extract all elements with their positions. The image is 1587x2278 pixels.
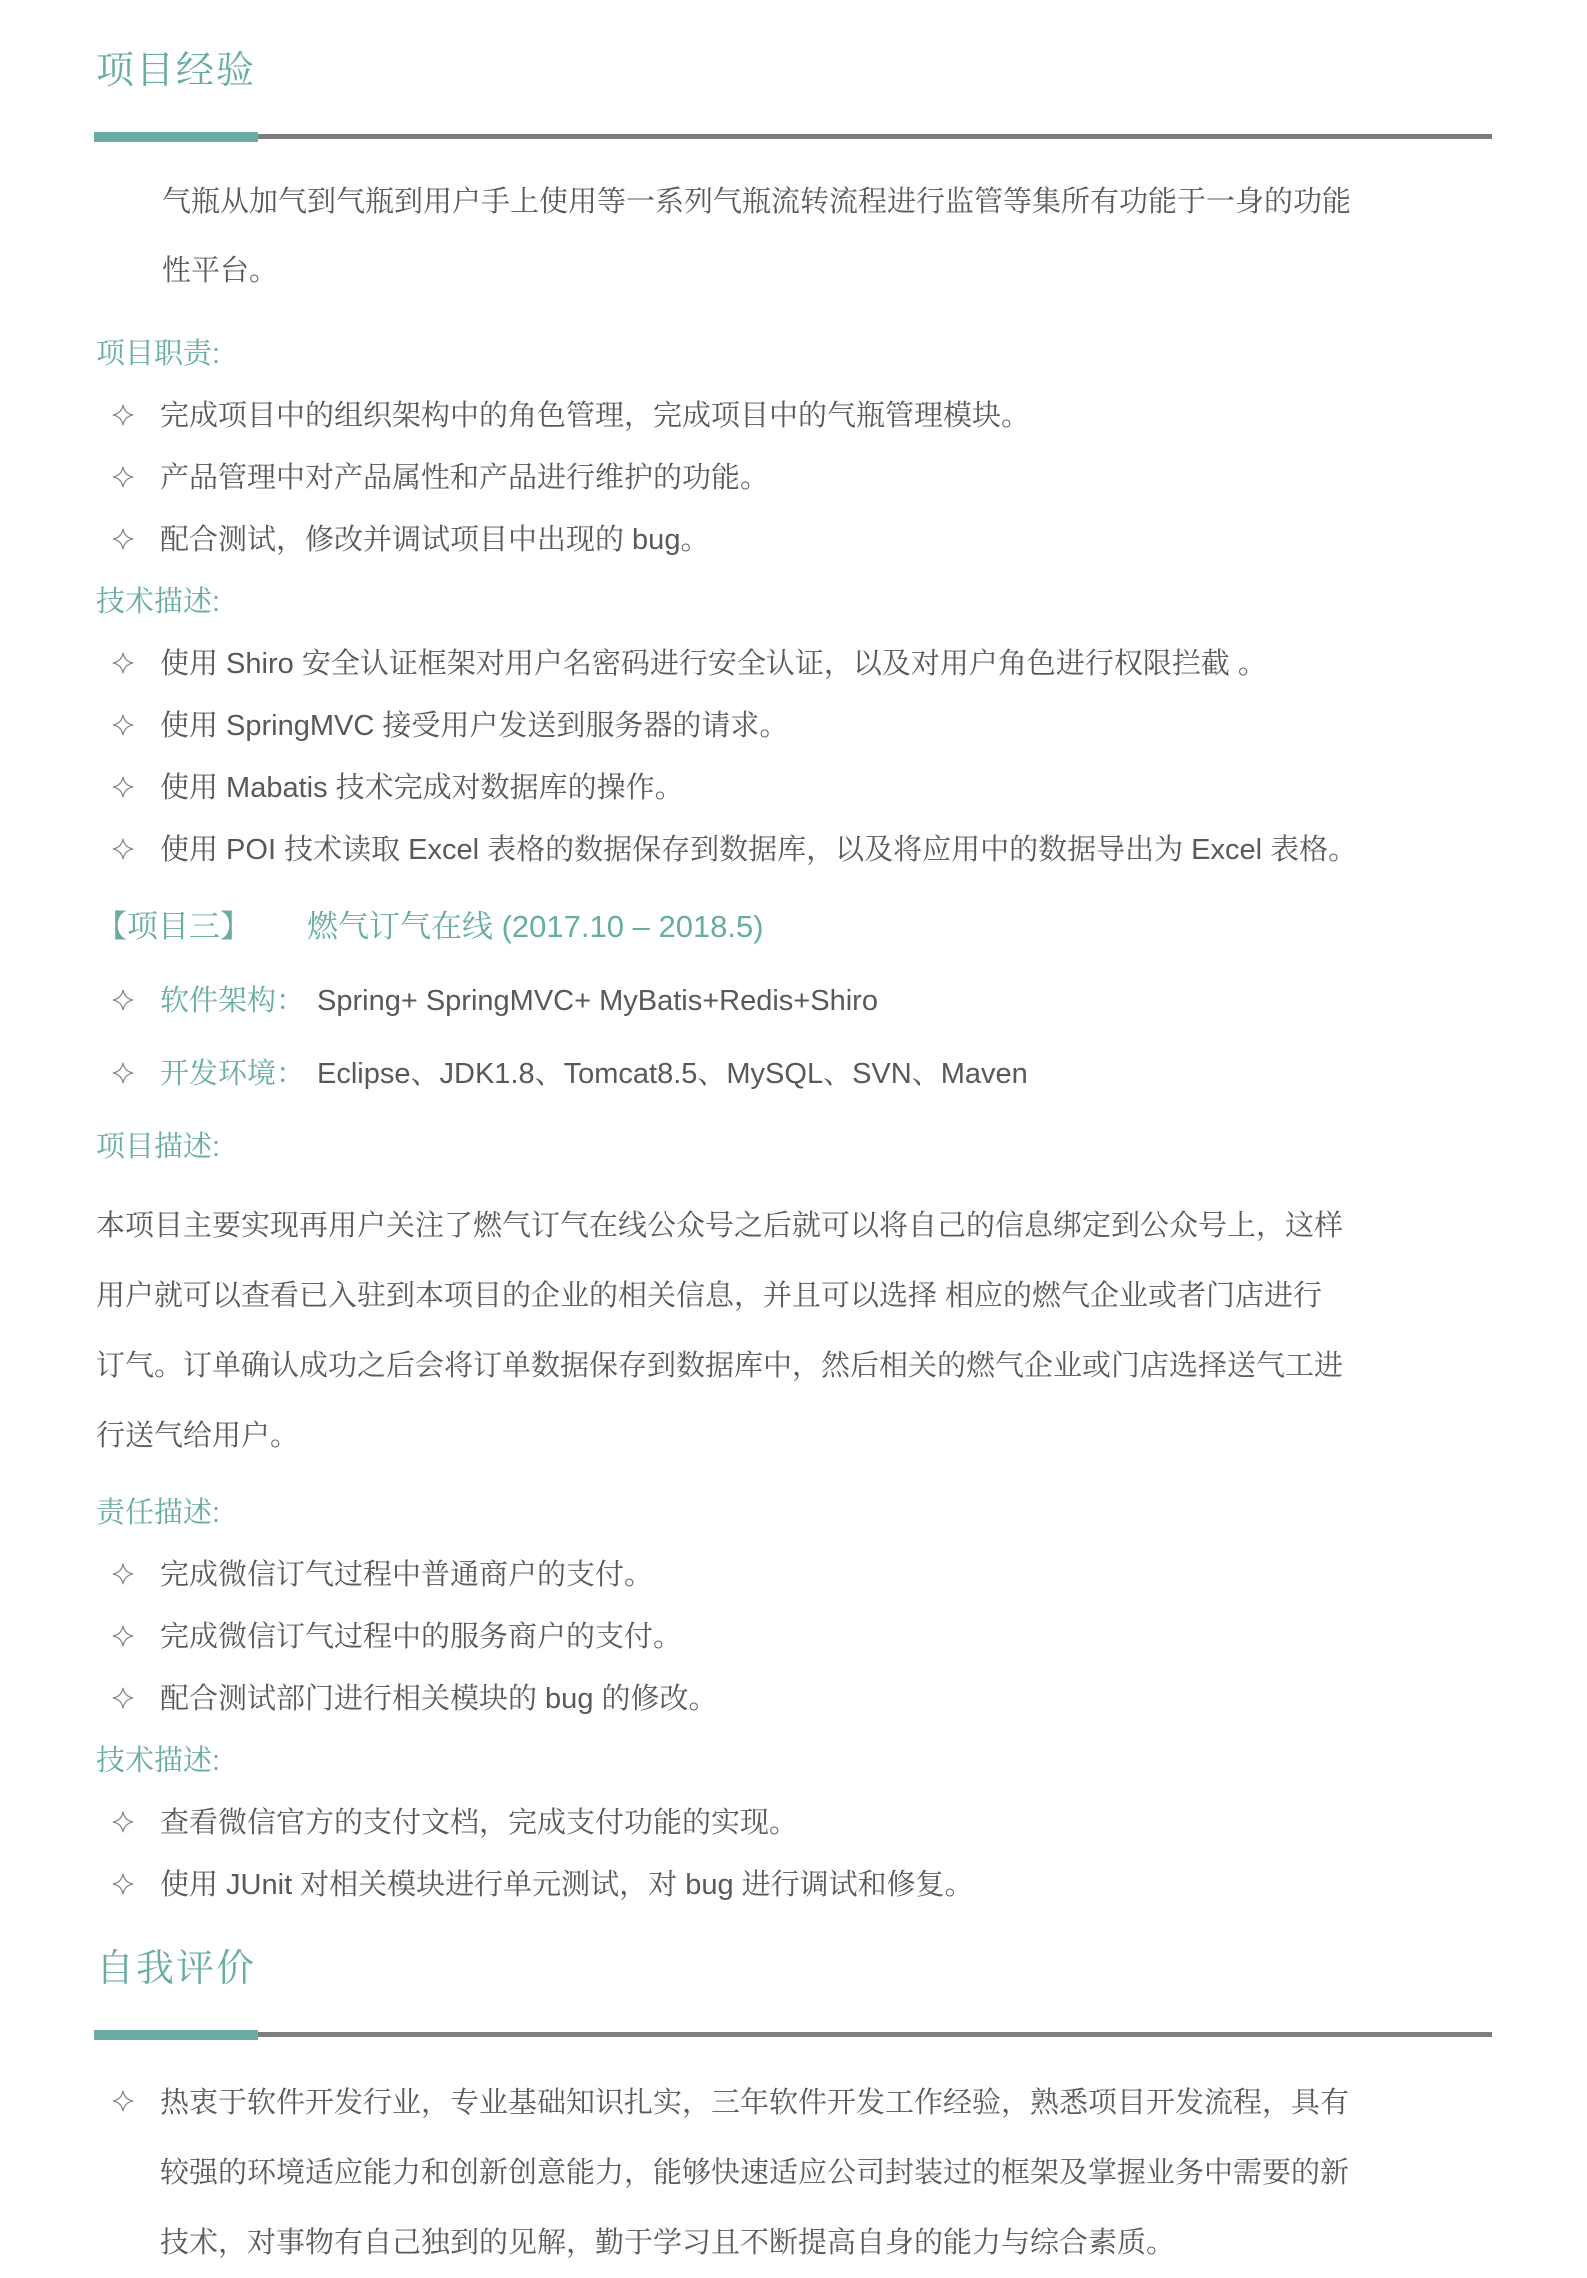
list-item — [96, 1805, 1492, 1842]
four-pointed-star-icon — [112, 466, 134, 488]
list-item — [96, 460, 1492, 497]
bullet-text: 配合测试部门进行相关模块的 bug 的修改。 — [160, 1683, 718, 1715]
page-title: 项目经验 — [96, 50, 257, 92]
section-self-evaluation — [96, 1946, 1492, 2278]
bullet-text: 使用 SpringMVC 接受用户发送到服务器的请求。 — [160, 710, 789, 742]
project-three-tag: 【项目三】 — [96, 909, 251, 944]
section-divider — [96, 2030, 1492, 2040]
paragraph-line: 订气。订单确认成功之后会将订单数据保存到数据库中，然后相关的燃气企业或门店选择送气工进 — [96, 1350, 1344, 1382]
four-pointed-star-icon — [112, 714, 134, 736]
list-item — [96, 770, 1492, 807]
tech2-heading: 技术描述: — [96, 1745, 221, 1777]
duties-heading: 项目职责: — [96, 338, 221, 370]
list-item — [96, 832, 1492, 869]
paragraph-line: 性平台。 — [162, 255, 279, 287]
divider-accent-segment — [94, 132, 258, 142]
bullet-text: 使用 Shiro 安全认证框架对用户名密码进行安全认证，以及对用户角色进行权限拦截 。 — [160, 648, 1267, 680]
bullet-text: 完成微信订气过程中的服务商户的支付。 — [160, 1621, 683, 1653]
four-pointed-star-icon — [112, 1062, 134, 1084]
project-intro-paragraph — [162, 168, 1492, 306]
duties-list — [96, 398, 1492, 559]
project-three-meta-list — [96, 983, 1492, 1093]
four-pointed-star-icon — [112, 528, 134, 550]
tech-heading: 技术描述: — [96, 586, 221, 618]
section-divider — [96, 132, 1492, 142]
tech2-list — [96, 1805, 1492, 1904]
bullet-text: 使用 POI 技术读取 Excel 表格的数据保存到数据库，以及将应用中的数据导出为 Excel 表格。 — [160, 834, 1358, 866]
four-pointed-star-icon — [112, 989, 134, 1011]
self-evaluation-paragraph — [160, 2068, 1349, 2278]
bullet-text: 使用 Mabatis 技术完成对数据库的操作。 — [160, 772, 684, 804]
environment-label: 开发环境： — [160, 1058, 306, 1090]
four-pointed-star-icon — [112, 1811, 134, 1833]
list-item — [96, 1056, 1492, 1093]
bullet-text: 产品管理中对产品属性和产品进行维护的功能。 — [160, 462, 770, 494]
list-item — [96, 1867, 1492, 1904]
bullet-text: 查看微信官方的支付文档，完成支付功能的实现。 — [160, 1807, 799, 1839]
project-description-paragraph — [96, 1191, 1492, 1471]
bullet-text — [160, 1056, 1028, 1093]
project-three-title: 燃气订气在线 (2017.10 – 2018.5) — [307, 909, 764, 944]
page-title: 自我评价 — [96, 1948, 257, 1990]
environment-value: Eclipse、JDK1.8、Tomcat8.5、MySQL、SVN、Maven — [317, 1058, 1028, 1090]
bullet-text: 配合测试，修改并调试项目中出现的 bug。 — [160, 524, 710, 556]
paragraph-line: 技术，对事物有自己独到的见解，勤于学习且不断提高自身的能力与综合素质。 — [160, 2227, 1176, 2259]
four-pointed-star-icon — [112, 1873, 134, 1895]
four-pointed-star-icon — [112, 652, 134, 674]
four-pointed-star-icon — [112, 1687, 134, 1709]
divider-gray-line — [258, 2032, 1492, 2037]
divider-gray-line — [258, 134, 1492, 139]
bullet-text — [160, 983, 878, 1020]
responsibility-list — [96, 1557, 1492, 1718]
paragraph-line: 用户就可以查看已入驻到本项目的企业的相关信息，并且可以选择 相应的燃气企业或者门店进行 — [96, 1280, 1323, 1312]
paragraph-line: 行送气给用户。 — [96, 1420, 300, 1452]
description-heading: 项目描述: — [96, 1131, 221, 1163]
list-item — [96, 708, 1492, 745]
paragraph-line: 本项目主要实现再用户关注了燃气订气在线公众号之后就可以将自己的信息绑定到公众号上，这样 — [96, 1210, 1344, 1242]
bullet-text: 完成微信订气过程中普通商户的支付。 — [160, 1559, 654, 1591]
section-project-experience — [96, 48, 1492, 1904]
four-pointed-star-icon — [112, 1625, 134, 1647]
list-item — [96, 1619, 1492, 1656]
responsibility-heading: 责任描述: — [96, 1497, 221, 1529]
list-item — [96, 1681, 1492, 1718]
four-pointed-star-icon — [112, 404, 134, 426]
bullet-text: 使用 JUnit 对相关模块进行单元测试，对 bug 进行调试和修复。 — [160, 1869, 974, 1901]
four-pointed-star-icon — [112, 1563, 134, 1585]
four-pointed-star-icon — [112, 776, 134, 798]
paragraph-line: 较强的环境适应能力和创新创意能力，能够快速适应公司封装过的框架及掌握业务中需要的新 — [160, 2157, 1350, 2189]
four-pointed-star-icon — [112, 838, 134, 860]
paragraph-line: 气瓶从加气到气瓶到用户手上使用等一系列气瓶流转流程进行监管等集所有功能于一身的功能 — [162, 186, 1352, 218]
paragraph-line: 热衷于软件开发行业，专业基础知识扎实，三年软件开发工作经验，熟悉项目开发流程，具有 — [160, 2087, 1350, 2119]
bullet-text: 完成项目中的组织架构中的角色管理，完成项目中的气瓶管理模块。 — [160, 400, 1031, 432]
architecture-value: Spring+ SpringMVC+ MyBatis+Redis+Shiro — [317, 985, 878, 1017]
list-item — [96, 398, 1492, 435]
project-three-header — [96, 907, 1492, 947]
list-item — [96, 646, 1492, 683]
four-pointed-star-icon — [112, 2090, 134, 2112]
list-item — [96, 983, 1492, 1020]
divider-accent-segment — [94, 2030, 258, 2040]
list-item — [96, 522, 1492, 559]
list-item — [96, 1557, 1492, 1594]
self-evaluation-item — [96, 2068, 1492, 2278]
architecture-label: 软件架构： — [160, 985, 306, 1017]
tech-list — [96, 646, 1492, 869]
